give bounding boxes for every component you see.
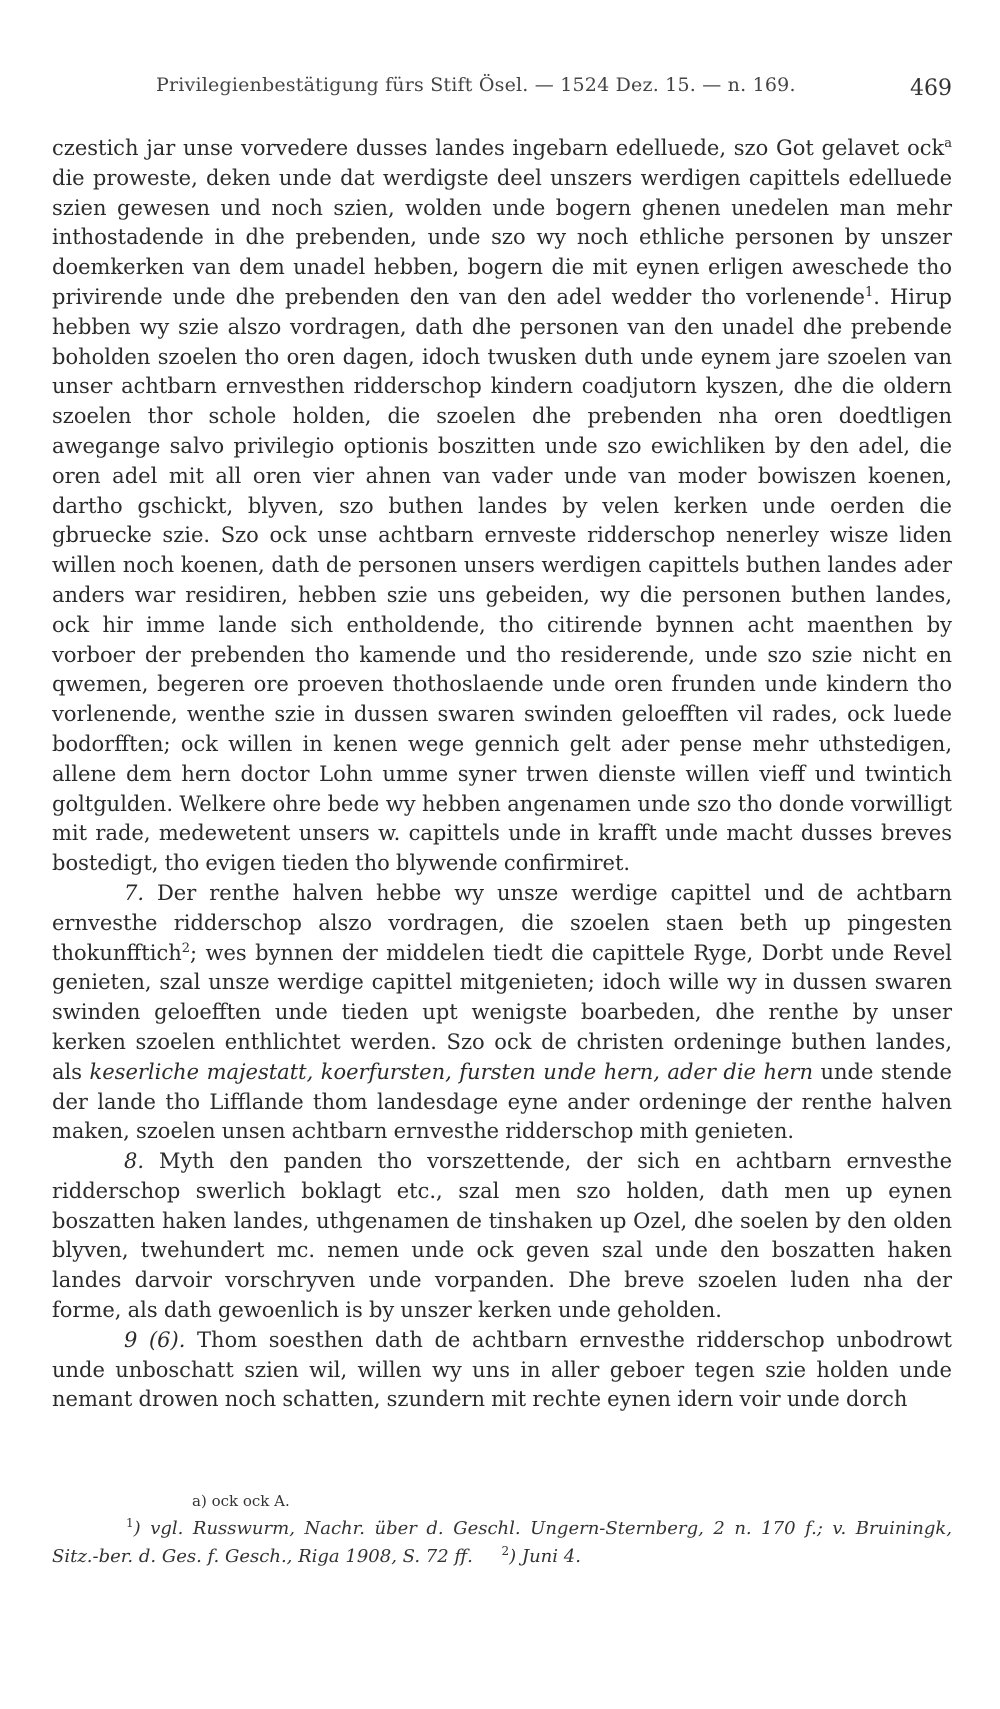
p1-text-c: . Hirup hebben wy szie alszo vordragen, dath dhe personen van den unadel dhe prebende boholden szoelen tho oren dagen, idoch twusken duth unde eynem jare szoelen van unser achtbarn ernvesthen ridderschop kindern coadjutorn kyszen, dhe die oldern szoelen thor schole holden, die szoelen dhe prebenden nha oren doedtligen awegange salvo privilegio optionis boszitten unde szo ewichliken by den adel, die oren adel mit all oren vier ahnen van vader unde van moder bowiszen koenen, dartho gschickt, blyven, szo buthen landes by velen kerken unde oerden die gbruecke szie. Szo ock unse achtbarn ernveste ridderschop nenerley wisze liden willen noch koenen, dath de personen unsers werdigen capittels buthen landes ader anders war residiren, hebben szie uns gebeiden, wy die personen buthen landes, ock hir imme lande sich entholdende, tho citirende bynnen acht maenthen by vorboer der prebenden tho kamende und tho residerende, unde szo szie nicht en qwemen, begeren ore proeven thothoslaende unde oren frunden unde kindern tho vorlenende, wenthe szie in dussen swaren swinden geloefften vil rades, ock luede bodorfften; ock willen in kenen wege gennich gelt ader pense mehr uthstedigen, allene dem hern doctor Lohn umme syner trwen dienste willen vieff und twintich goltgulden. Welkere ohre bede wy hebben angenamen unde szo tho donde vorwilligt mit rade, medewetent unsers w. capittels unde in krafft unde macht dusses breves bostedigt, tho evigen tieden tho blywende confirmiret. [52,284,952,876]
section-number-8: 8. [124,1149,145,1174]
section-8 [52,1147,952,1326]
footnote-2-text: ) Juni 4. [509,1546,581,1567]
section-9 [52,1326,952,1415]
section-7 [52,879,952,1147]
s7-italic-text: keserliche majestatt, koerfursten, fursten unde hern, ader die hern [89,1059,813,1084]
running-head: Privilegienbestätigung fürs Stift Ösel. — 1524 Dez. 15. — n. 169. [156,74,796,96]
footnotes [52,1487,952,1571]
s9-text: Thom soesthen dath de achtbarn ernvesthe ridderschop unbodrowt unde unboschatt szien wil, willen wy uns in aller geboer tegen szie holden unde nemant drowen noch schatten, szundern mit rechte eynen idern voir unde dorch [52,1327,953,1412]
footnote-2-number: 2 [501,1544,510,1558]
footnote-marker-a: a [944,136,952,151]
page-number: 469 [910,76,952,101]
footnote-marker-2: 2 [181,940,191,956]
s7-text-c: unde stende der lande tho Lifflande thom landesdage eyne ander ordeninge der renthe halven maken, szoelen unsen achtbarn ernvesthe ridderschop mith genieten. [52,1059,952,1144]
p1-text-b: die proweste, deken unde dat werdigste deel unszers werdigen capittels edelluede szien gewesen und noch szien, wolden unde bogern ghenen unedelen man mehr inthostadende in dhe prebenden, unde szo wy noch ethliche personen by unszer doemkerken van dem unadel hebben, bogern die mit eynen erligen aweschede tho privirende unde dhe prebenden den van den adel wedder tho vorlenende [52,165,952,309]
body-text [52,134,952,1415]
paragraph-continuation [52,134,952,879]
section-number-9: 9 (6). [124,1327,186,1352]
footnote-1-2 [52,1515,952,1571]
footnote-marker-1: 1 [864,284,874,300]
footnote-1-number: 1 [126,1516,134,1530]
footnote-1-text: ) vgl. Russwurm, Nachr. über d. Geschl. Ungern-Sternberg, 2 n. 170 f.; v. Bruiningk, Sitz.-ber. d. Ges. f. Gesch., Riga 1908, S. 72 ff. [52,1518,952,1567]
section-number-7: 7. [124,880,145,905]
p1-text-a: czestich jar unse vorvedere dusses landes ingebarn edelluede, szo Got gelavet ock [52,136,945,160]
footnote-a: a) ock ock A. [192,1492,290,1510]
s7-text-a: Der renthe halven hebbe wy unsze werdige capittel und de achtbarn ernvesthe ridderschop alszo vordragen, die szoelen staen beth up pingesten thokunfftich [52,880,952,965]
s7-text-b: ; wes bynnen der middelen tiedt die capittele Ryge, Dorbt unde Revel genieten, szal unsze werdige capittel mitgenieten; idoch wille wy in dussen swaren swinden geloefften unde tieden upt wenigste boarbeden, dhe renthe by unser kerken szoelen enthlichtet werden. Szo ock de christen ordeninge buthen landes, als [52,940,952,1084]
s8-text: Myth den panden tho vorszettende, der sich en achtbarn ernvesthe ridderschop swerlich boklagt etc., szal men szo holden, dath men up eynen boszatten haken landes, uthgenamen de tinshaken up Ozel, dhe soelen by den olden blyven, twehundert mc. nemen unde ock geven szal unde den boszatten haken landes darvoir vorschryven unde vorpanden. Dhe breve szoelen luden nha der forme, als dath gewoenlich is by unszer kerken unde geholden. [52,1149,952,1323]
page-header [52,72,952,106]
